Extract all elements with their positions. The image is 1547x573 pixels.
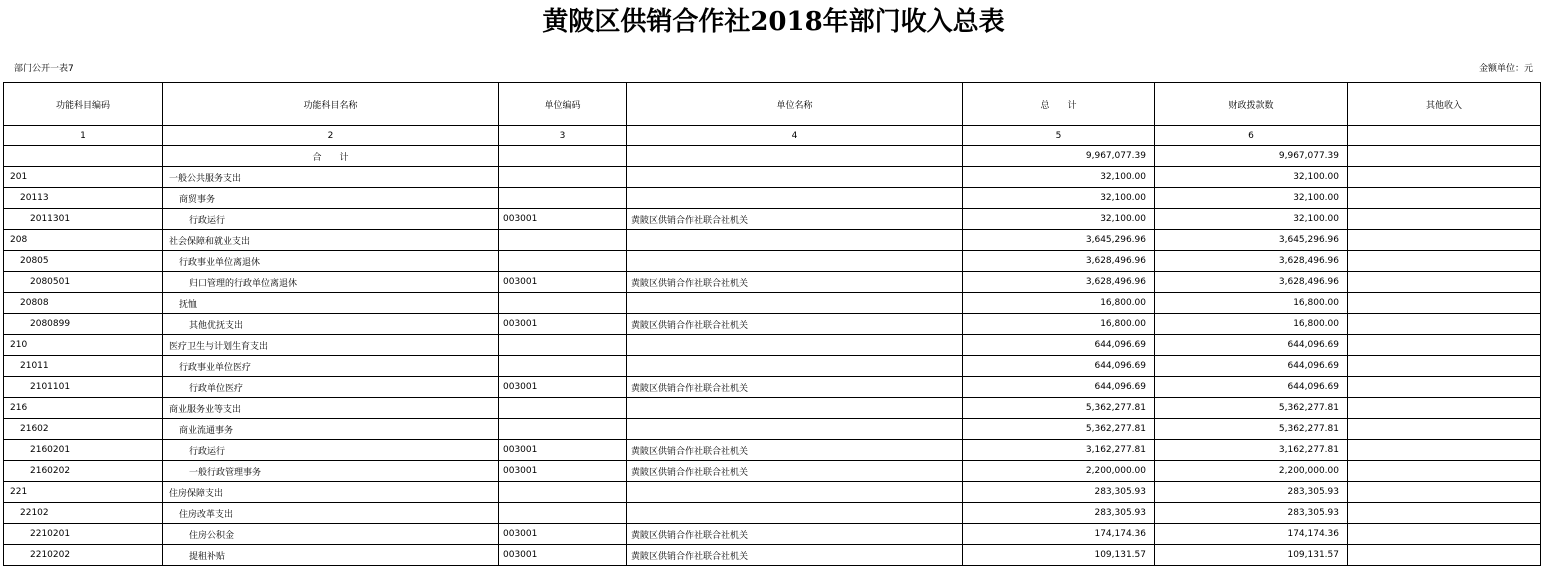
- unit-name-cell: [627, 188, 963, 209]
- total-amount-cell: 5,362,277.81: [963, 398, 1155, 419]
- function-name-cell: 商业服务业等支出: [163, 398, 499, 419]
- fiscal-amount-cell: 644,096.69: [1155, 335, 1348, 356]
- unit-code-cell: [499, 230, 627, 251]
- header-unit-name: 单位名称: [627, 83, 963, 126]
- other-income-cell: [1348, 398, 1541, 419]
- unit-code-cell: [499, 188, 627, 209]
- unit-code-cell: 003001: [499, 209, 627, 230]
- fiscal-amount-cell: 5,362,277.81: [1155, 419, 1348, 440]
- unit-name-cell: [627, 419, 963, 440]
- other-income-cell: [1348, 503, 1541, 524]
- unit-code-cell: [499, 251, 627, 272]
- total-amount-cell: 644,096.69: [963, 356, 1155, 377]
- fiscal-amount-cell: 32,100.00: [1155, 209, 1348, 230]
- other-income-cell: [1348, 209, 1541, 230]
- unit-name-cell: 黄陂区供销合作社联合社机关: [627, 209, 963, 230]
- function-name-cell: 商贸事务: [163, 188, 499, 209]
- header-function-code: 功能科目编码: [4, 83, 163, 126]
- function-name-cell: 行政运行: [163, 209, 499, 230]
- unit-name-cell: [627, 230, 963, 251]
- total-other-cell: [1348, 146, 1541, 167]
- table-row: [4, 356, 1541, 377]
- function-code-cell: 20805: [4, 251, 163, 272]
- total-amount-cell: 32,100.00: [963, 209, 1155, 230]
- unit-code-cell: 003001: [499, 461, 627, 482]
- function-code-cell: 216: [4, 398, 163, 419]
- total-amount-cell: 644,096.69: [963, 335, 1155, 356]
- total-amount-cell: 644,096.69: [963, 377, 1155, 398]
- other-income-cell: [1348, 419, 1541, 440]
- unit-code-cell: 003001: [499, 272, 627, 293]
- total-amount-cell: 16,800.00: [963, 293, 1155, 314]
- function-code-cell: 2160201: [4, 440, 163, 461]
- amount-unit-note: 金额单位：元: [1478, 64, 1533, 74]
- unit-code-cell: [499, 398, 627, 419]
- table-row: [4, 545, 1541, 566]
- other-income-cell: [1348, 314, 1541, 335]
- other-income-cell: [1348, 251, 1541, 272]
- unit-code-cell: 003001: [499, 377, 627, 398]
- unit-code-cell: [499, 419, 627, 440]
- table-row: [4, 251, 1541, 272]
- other-income-cell: [1348, 461, 1541, 482]
- header-fiscal-allocation: 财政拨款数: [1155, 83, 1348, 126]
- unit-name-cell: [627, 356, 963, 377]
- function-code-cell: 21602: [4, 419, 163, 440]
- unit-name-cell: 黄陂区供销合作社联合社机关: [627, 461, 963, 482]
- function-code-cell: 2160202: [4, 461, 163, 482]
- total-amount-cell: 283,305.93: [963, 482, 1155, 503]
- header-row: [4, 83, 1541, 126]
- table-row: [4, 314, 1541, 335]
- function-code-cell: 2210201: [4, 524, 163, 545]
- function-code-cell: 20808: [4, 293, 163, 314]
- unit-name-cell: [627, 293, 963, 314]
- unit-name-cell: 黄陂区供销合作社联合社机关: [627, 524, 963, 545]
- table-row: [4, 419, 1541, 440]
- form-number: 部门公开一表7: [14, 64, 74, 74]
- fiscal-amount-cell: 3,162,277.81: [1155, 440, 1348, 461]
- function-code-cell: 20113: [4, 188, 163, 209]
- function-name-cell: 归口管理的行政单位离退休: [163, 272, 499, 293]
- fiscal-amount-cell: 283,305.93: [1155, 503, 1348, 524]
- total-unit-code-cell: [499, 146, 627, 167]
- column-index: 5: [963, 126, 1155, 146]
- function-code-cell: 2101101: [4, 377, 163, 398]
- total-unit-name-cell: [627, 146, 963, 167]
- other-income-cell: [1348, 293, 1541, 314]
- function-code-cell: 21011: [4, 356, 163, 377]
- total-amount-cell: 283,305.93: [963, 503, 1155, 524]
- other-income-cell: [1348, 167, 1541, 188]
- table-row: [4, 440, 1541, 461]
- function-name-cell: 其他优抚支出: [163, 314, 499, 335]
- unit-code-cell: [499, 335, 627, 356]
- other-income-cell: [1348, 524, 1541, 545]
- total-fiscal-amount: 9,967,077.39: [1155, 146, 1348, 167]
- function-name-cell: 住房公积金: [163, 524, 499, 545]
- other-income-cell: [1348, 440, 1541, 461]
- unit-name-cell: 黄陂区供销合作社联合社机关: [627, 272, 963, 293]
- unit-code-cell: [499, 482, 627, 503]
- column-index: 3: [499, 126, 627, 146]
- fiscal-amount-cell: 32,100.00: [1155, 188, 1348, 209]
- unit-code-cell: [499, 356, 627, 377]
- function-name-cell: 社会保障和就业支出: [163, 230, 499, 251]
- function-code-cell: 2210202: [4, 545, 163, 566]
- fiscal-amount-cell: 3,645,296.96: [1155, 230, 1348, 251]
- total-amount-cell: 3,645,296.96: [963, 230, 1155, 251]
- fiscal-amount-cell: 5,362,277.81: [1155, 398, 1348, 419]
- unit-code-cell: 003001: [499, 314, 627, 335]
- unit-code-cell: [499, 293, 627, 314]
- unit-code-cell: 003001: [499, 524, 627, 545]
- function-code-cell: 210: [4, 335, 163, 356]
- header-function-name: 功能科目名称: [163, 83, 499, 126]
- header-total: 总 计: [963, 83, 1155, 126]
- unit-name-cell: [627, 167, 963, 188]
- table-row: [4, 209, 1541, 230]
- fiscal-amount-cell: 3,628,496.96: [1155, 272, 1348, 293]
- table-row: [4, 230, 1541, 251]
- function-code-cell: 221: [4, 482, 163, 503]
- unit-code-cell: [499, 503, 627, 524]
- header-other-income: 其他收入: [1348, 83, 1541, 126]
- table-row: [4, 293, 1541, 314]
- function-name-cell: 住房保障支出: [163, 482, 499, 503]
- table-row: [4, 524, 1541, 545]
- function-name-cell: 抚恤: [163, 293, 499, 314]
- total-amount-cell: 5,362,277.81: [963, 419, 1155, 440]
- other-income-cell: [1348, 377, 1541, 398]
- fiscal-amount-cell: 644,096.69: [1155, 377, 1348, 398]
- function-name-cell: 提租补贴: [163, 545, 499, 566]
- table-row: [4, 167, 1541, 188]
- total-amount: 9,967,077.39: [963, 146, 1155, 167]
- unit-code-cell: [499, 167, 627, 188]
- function-name-cell: 行政运行: [163, 440, 499, 461]
- total-label: 合 计: [163, 146, 499, 167]
- table-row: [4, 398, 1541, 419]
- column-index: [1348, 126, 1541, 146]
- unit-name-cell: [627, 335, 963, 356]
- total-amount-cell: 3,162,277.81: [963, 440, 1155, 461]
- total-amount-cell: 109,131.57: [963, 545, 1155, 566]
- function-code-cell: 201: [4, 167, 163, 188]
- other-income-cell: [1348, 356, 1541, 377]
- table-row: [4, 482, 1541, 503]
- table-row: [4, 272, 1541, 293]
- unit-name-cell: 黄陂区供销合作社联合社机关: [627, 377, 963, 398]
- fiscal-amount-cell: 16,800.00: [1155, 293, 1348, 314]
- fiscal-amount-cell: 109,131.57: [1155, 545, 1348, 566]
- function-code-cell: 22102: [4, 503, 163, 524]
- other-income-cell: [1348, 230, 1541, 251]
- fiscal-amount-cell: 16,800.00: [1155, 314, 1348, 335]
- unit-code-cell: 003001: [499, 440, 627, 461]
- table-row: [4, 377, 1541, 398]
- total-amount-cell: 3,628,496.96: [963, 272, 1155, 293]
- fiscal-amount-cell: 283,305.93: [1155, 482, 1348, 503]
- other-income-cell: [1348, 482, 1541, 503]
- table-row: [4, 188, 1541, 209]
- unit-name-cell: 黄陂区供销合作社联合社机关: [627, 545, 963, 566]
- total-amount-cell: 174,174.36: [963, 524, 1155, 545]
- total-code-cell: [4, 146, 163, 167]
- function-name-cell: 行政事业单位离退休: [163, 251, 499, 272]
- fiscal-amount-cell: 2,200,000.00: [1155, 461, 1348, 482]
- fiscal-amount-cell: 644,096.69: [1155, 356, 1348, 377]
- function-code-cell: 2011301: [4, 209, 163, 230]
- unit-name-cell: [627, 251, 963, 272]
- unit-name-cell: [627, 398, 963, 419]
- other-income-cell: [1348, 545, 1541, 566]
- column-index: 2: [163, 126, 499, 146]
- fiscal-amount-cell: 3,628,496.96: [1155, 251, 1348, 272]
- other-income-cell: [1348, 188, 1541, 209]
- function-name-cell: 一般公共服务支出: [163, 167, 499, 188]
- total-amount-cell: 3,628,496.96: [963, 251, 1155, 272]
- other-income-cell: [1348, 272, 1541, 293]
- unit-name-cell: 黄陂区供销合作社联合社机关: [627, 314, 963, 335]
- function-name-cell: 行政单位医疗: [163, 377, 499, 398]
- column-index: 4: [627, 126, 963, 146]
- total-amount-cell: 32,100.00: [963, 167, 1155, 188]
- unit-name-cell: [627, 503, 963, 524]
- unit-code-cell: 003001: [499, 545, 627, 566]
- unit-name-cell: 黄陂区供销合作社联合社机关: [627, 440, 963, 461]
- column-index: 6: [1155, 126, 1348, 146]
- function-name-cell: 一般行政管理事务: [163, 461, 499, 482]
- function-name-cell: 商业流通事务: [163, 419, 499, 440]
- function-code-cell: 2080899: [4, 314, 163, 335]
- function-code-cell: 2080501: [4, 272, 163, 293]
- function-name-cell: 行政事业单位医疗: [163, 356, 499, 377]
- unit-name-cell: [627, 482, 963, 503]
- other-income-cell: [1348, 335, 1541, 356]
- total-amount-cell: 2,200,000.00: [963, 461, 1155, 482]
- page-title: 黄陂区供销合作社2018年部门收入总表: [542, 7, 1005, 37]
- fiscal-amount-cell: 174,174.36: [1155, 524, 1348, 545]
- table-row: [4, 335, 1541, 356]
- table-row: [4, 503, 1541, 524]
- column-index: 1: [4, 126, 163, 146]
- total-row: [4, 146, 1541, 167]
- total-amount-cell: 32,100.00: [963, 188, 1155, 209]
- column-index-row: [4, 126, 1541, 146]
- function-name-cell: 住房改革支出: [163, 503, 499, 524]
- total-amount-cell: 16,800.00: [963, 314, 1155, 335]
- header-unit-code: 单位编码: [499, 83, 627, 126]
- income-summary-table: [3, 82, 1541, 566]
- fiscal-amount-cell: 32,100.00: [1155, 167, 1348, 188]
- function-name-cell: 医疗卫生与计划生育支出: [163, 335, 499, 356]
- table-row: [4, 461, 1541, 482]
- function-code-cell: 208: [4, 230, 163, 251]
